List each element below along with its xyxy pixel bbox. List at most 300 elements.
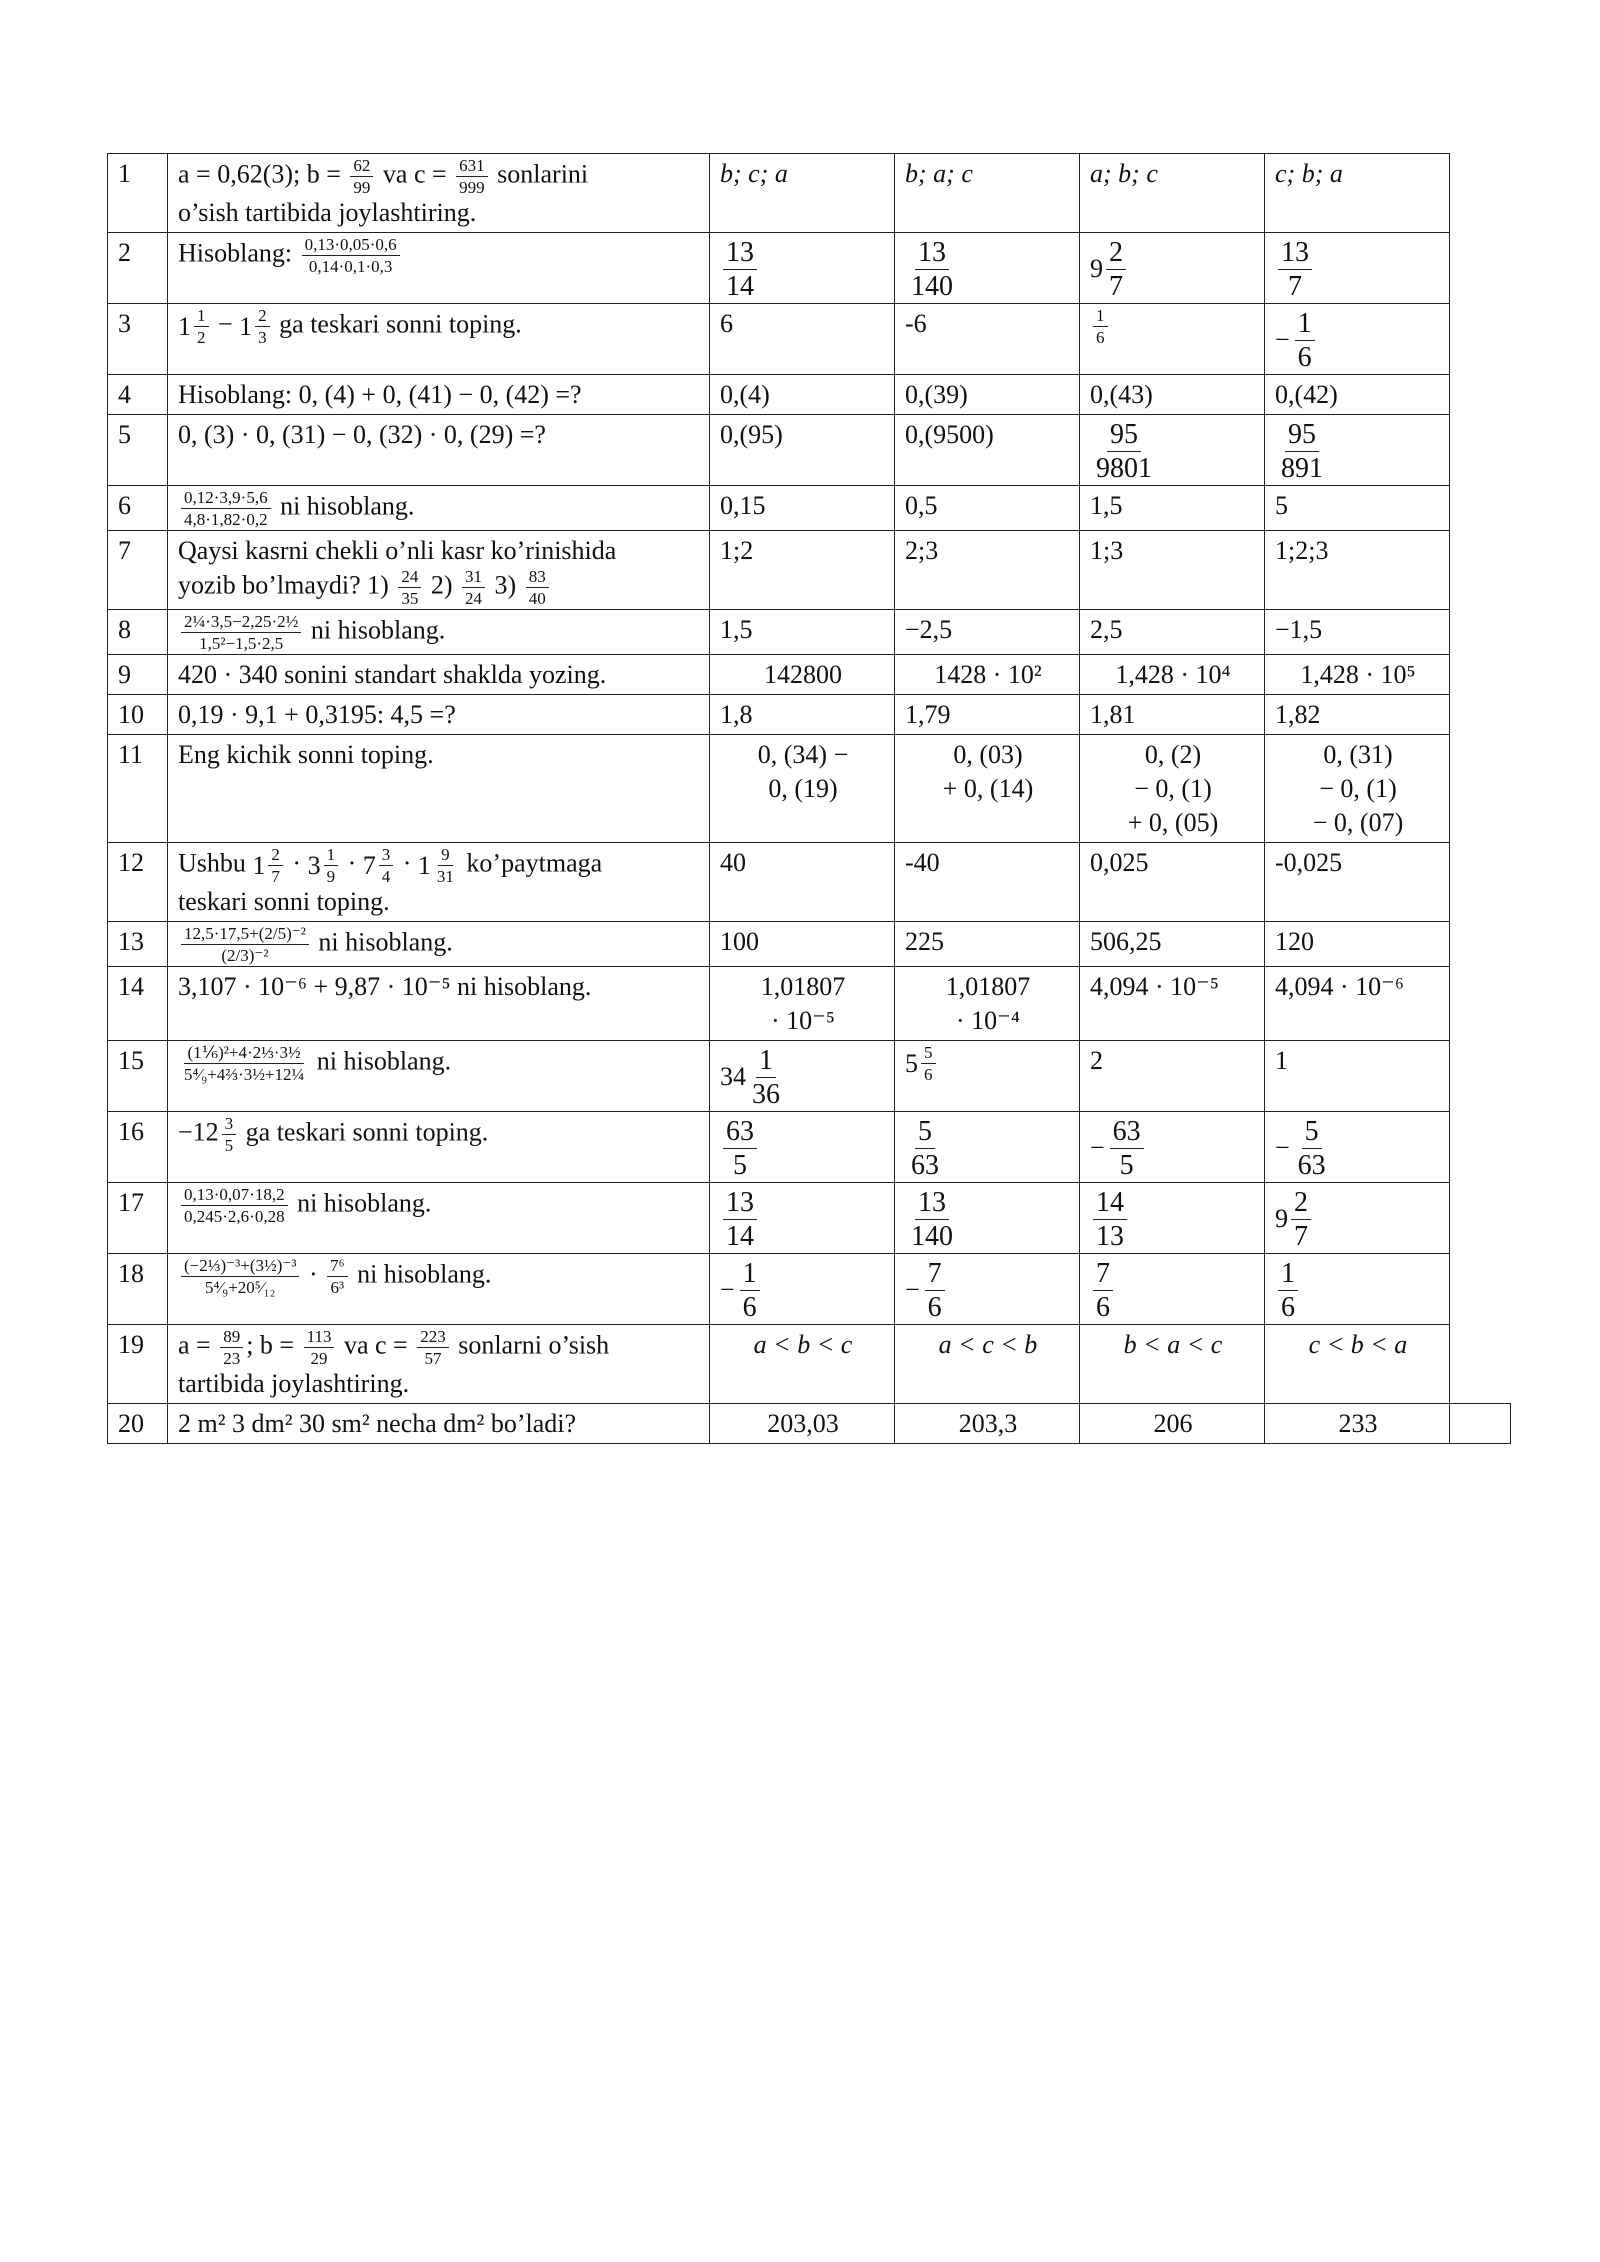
answer-option-a [710, 1112, 895, 1183]
denominator: 3 [258, 328, 267, 347]
denominator: 31 [436, 867, 454, 886]
denominator: 14 [726, 271, 754, 302]
fraction [398, 568, 421, 607]
numerator: 13 [915, 1186, 949, 1220]
denominator: 5 [1119, 1150, 1134, 1181]
answer-option-a [710, 735, 895, 843]
text: 420 · 340 sonini standart shaklda yozing. [178, 660, 607, 689]
margin-space [1450, 735, 1511, 843]
denominator: 7 [1109, 271, 1123, 302]
question-row [108, 375, 1511, 415]
answer-option-b [895, 233, 1080, 304]
question-number: 16 [108, 1112, 168, 1183]
questions-table [107, 153, 1511, 1444]
numerator: (1⅙)²+4·2⅓·3½ [184, 1044, 303, 1064]
whole-part: 1 [239, 311, 253, 341]
minus-sign: − [720, 1274, 735, 1304]
question-number: 9 [108, 655, 168, 695]
answer-option-a [710, 1183, 895, 1254]
answer-option-d: c < b < a [1265, 1325, 1450, 1404]
fraction [925, 1257, 945, 1322]
answer-option-c [1080, 415, 1265, 486]
margin-space [1450, 233, 1511, 304]
fraction [350, 157, 373, 196]
denominator: 29 [310, 1349, 328, 1368]
fraction [1093, 307, 1108, 346]
margin-space [1450, 154, 1511, 233]
question-number: 18 [108, 1254, 168, 1325]
numerator: 1 [756, 1044, 776, 1078]
mixed-number [307, 845, 342, 886]
question-line2: teskari sonni toping. [178, 887, 390, 916]
fraction [304, 1328, 335, 1367]
denominator: 5 [224, 1136, 234, 1155]
answer-option-b: 1428 · 10² [895, 655, 1080, 695]
answer-option-a [710, 233, 895, 304]
answer-option-b: −2,5 [895, 610, 1080, 655]
denominator: 6 [927, 1292, 942, 1323]
fraction [1093, 1186, 1127, 1251]
text: · [285, 848, 308, 878]
question-line2: o’sish tartibida joylashtiring. [178, 198, 477, 227]
numerator: 13 [1278, 236, 1312, 270]
fraction [324, 846, 339, 885]
margin-space [1450, 922, 1511, 967]
text: 3) [488, 570, 523, 600]
mixed-number [252, 845, 286, 886]
denominator: 23 [223, 1349, 241, 1368]
answer-option-b: -40 [895, 843, 1080, 922]
text: ni hisoblang. [310, 1046, 452, 1076]
whole-part: 1 [178, 311, 191, 341]
denominator: 0,14·0,1·0,3 [308, 257, 393, 276]
fraction [379, 846, 394, 885]
question-number: 4 [108, 375, 168, 415]
answer-option-b [895, 1254, 1080, 1325]
answer-option-d [1265, 735, 1450, 843]
question-number: 11 [108, 735, 168, 843]
denominator: 140 [911, 1221, 953, 1252]
text: yozib bo’lmaydi? 1) [178, 570, 396, 600]
minus-sign: − [1275, 324, 1290, 354]
numerator: 2 [255, 307, 270, 327]
question-number: 20 [108, 1404, 168, 1444]
margin-space [1450, 1112, 1511, 1183]
numerator: 63 [723, 1115, 757, 1149]
question-row [108, 1325, 1511, 1404]
numerator: (−2⅓)⁻³+(3½)⁻³ [181, 1257, 299, 1277]
numerator: 0,13·0,07·18,2 [181, 1186, 288, 1206]
answer-option-d [1265, 233, 1450, 304]
denominator: 4,8·1,82·0,2 [184, 510, 268, 529]
fraction [723, 236, 757, 301]
answer-option-c [1080, 304, 1265, 375]
answer-option-b: 203,3 [895, 1404, 1080, 1444]
answer-option-b [895, 1183, 1080, 1254]
question-text [168, 375, 710, 415]
question-row [108, 154, 1511, 233]
denominator: 1,5²−1,5·2,5 [199, 634, 284, 653]
fraction [255, 307, 270, 346]
text: 3,107 · 10⁻⁶ + 9,87 · 10⁻⁵ ni hisoblang. [178, 972, 592, 1001]
margin-space [1450, 655, 1511, 695]
denominator: 99 [353, 178, 371, 197]
answer-option-b: 1,79 [895, 695, 1080, 735]
margin-space [1450, 610, 1511, 655]
question-text [168, 304, 710, 375]
answer-option-a: 1;2 [710, 531, 895, 610]
fraction [723, 1115, 757, 1180]
answer-option-c: 1,81 [1080, 695, 1265, 735]
numerator: 2 [1291, 1186, 1311, 1220]
answer-option-c: 1;3 [1080, 531, 1265, 610]
denominator: 36 [752, 1079, 780, 1110]
denominator: 140 [911, 271, 953, 302]
answer-option-b [895, 735, 1080, 843]
answer-option-c: b < a < c [1080, 1325, 1265, 1404]
question-row [108, 967, 1511, 1041]
margin-space [1450, 486, 1511, 531]
question-text [168, 154, 710, 233]
question-text [168, 415, 710, 486]
denominator: 2 [197, 328, 206, 347]
question-number: 14 [108, 967, 168, 1041]
numerator: 5 [1302, 1115, 1322, 1149]
text: Eng kichik sonni toping. [178, 740, 434, 769]
numerator: 9 [438, 846, 453, 866]
fraction [1110, 1115, 1144, 1180]
fraction [723, 1186, 757, 1251]
answer-option-c [1080, 735, 1265, 843]
question-row [108, 233, 1511, 304]
question-number: 1 [108, 154, 168, 233]
question-text [168, 922, 710, 967]
text: sonlarini [490, 159, 589, 189]
question-text [168, 486, 710, 531]
answer-option-b: 0,5 [895, 486, 1080, 531]
fraction [526, 568, 549, 607]
answer-option-d: 1,428 · 10⁵ [1265, 655, 1450, 695]
question-text [168, 1325, 710, 1404]
numerator: 223 [417, 1328, 449, 1348]
question-text [168, 1041, 710, 1112]
answer-option-d [1265, 1254, 1450, 1325]
fraction [1295, 307, 1315, 372]
text: ; b = [246, 1330, 301, 1360]
answer-option-c: 4,094 · 10⁻⁵ [1080, 967, 1265, 1041]
whole-part: 1 [417, 850, 431, 880]
denominator: 9 [326, 867, 336, 886]
fraction [1093, 418, 1155, 483]
fraction [181, 925, 309, 964]
question-line1: Qaysi kasrni chekli o’nli kasr ko’rinishida [178, 536, 617, 565]
minus-sign: − [1090, 1132, 1105, 1162]
question-row [108, 1112, 1511, 1183]
numerator: 5 [921, 1044, 936, 1064]
text: ni hisoblang. [311, 927, 453, 957]
text: · [396, 848, 418, 878]
answer-option-c [1080, 1183, 1265, 1254]
denominator: (2/3)⁻² [221, 946, 269, 965]
answer-option-d: 0,(42) [1265, 375, 1450, 415]
margin-space [1450, 531, 1511, 610]
answer-option-d [1265, 1112, 1450, 1183]
whole-part: 3 [307, 850, 321, 880]
denominator: 63 [1297, 1150, 1326, 1181]
question-text [168, 735, 710, 843]
margin-space [1450, 375, 1511, 415]
numerator: 2 [1106, 236, 1126, 270]
numerator: 0,12·3,9·5,6 [181, 489, 271, 509]
denominator: 5⁴⁄₉+4⅔·3½+12¼ [184, 1065, 305, 1084]
fraction [434, 846, 457, 885]
numerator: 5 [915, 1115, 935, 1149]
question-row [108, 655, 1511, 695]
numerator: 7 [1093, 1257, 1113, 1291]
numerator: 13 [723, 1186, 757, 1220]
denominator: 9801 [1096, 453, 1152, 484]
margin-space [1450, 843, 1511, 922]
fraction [462, 568, 485, 607]
question-text [168, 610, 710, 655]
text: · [341, 848, 363, 878]
mixed-number [362, 845, 397, 886]
answer-option-a: 100 [710, 922, 895, 967]
whole-part: 9 [1090, 253, 1103, 283]
answer-option-b: b; a; c [895, 154, 1080, 233]
answer-option-a: b; c; a [710, 154, 895, 233]
mixed-number [1090, 237, 1129, 302]
fraction [908, 236, 956, 301]
question-number: 15 [108, 1041, 168, 1112]
question-number: 3 [108, 304, 168, 375]
text: 2 m² 3 dm² 30 sm² necha dm² bo’ladi? [178, 1409, 576, 1438]
question-number: 10 [108, 695, 168, 735]
numerator: 12,5·17,5+(2/5)⁻² [181, 925, 309, 945]
denominator: 891 [1281, 453, 1323, 484]
answer-option-d: c; b; a [1265, 154, 1450, 233]
answer-option-a [710, 967, 895, 1041]
text: −12 [178, 1117, 219, 1147]
mixed-number [417, 845, 460, 886]
text: 0,19 · 9,1 + 0,3195: 4,5 =? [178, 700, 456, 729]
question-row [108, 531, 1511, 610]
whole-part: 9 [1275, 1203, 1288, 1233]
fraction [1291, 1186, 1311, 1251]
numerator: 62 [350, 157, 373, 177]
answer-option-d [1265, 1183, 1450, 1254]
fraction [1278, 1257, 1298, 1322]
numerator: 1 [1093, 307, 1108, 327]
denominator: 6 [1297, 342, 1312, 373]
numerator: 1 [324, 846, 339, 866]
answer-option-a: a < b < c [710, 1325, 895, 1404]
question-text [168, 843, 710, 922]
fraction [456, 157, 488, 196]
fraction [181, 1257, 299, 1296]
denominator: 6 [742, 1292, 757, 1323]
denominator: 6 [1281, 1292, 1295, 1323]
numerator: 13 [915, 236, 949, 270]
mixed-number [239, 306, 273, 347]
text: a = 0,62(3); b = [178, 159, 348, 189]
question-number: 12 [108, 843, 168, 922]
numerator: 31 [462, 568, 485, 588]
question-number: 13 [108, 922, 168, 967]
answer-option-d: 4,094 · 10⁻⁶ [1265, 967, 1450, 1041]
text: va c = [337, 1330, 415, 1360]
answer-option-a: 1,5 [710, 610, 895, 655]
question-row [108, 1041, 1511, 1112]
answer-option-d: 1;2;3 [1265, 531, 1450, 610]
answer-option-c: 0,025 [1080, 843, 1265, 922]
whole-part: 5 [905, 1048, 918, 1078]
answer-option-b: a < c < b [895, 1325, 1080, 1404]
answer-line: · 10⁻⁵ [771, 1006, 835, 1035]
answer-option-c: a; b; c [1080, 154, 1265, 233]
answer-option-d: −1,5 [1265, 610, 1450, 655]
denominator: 57 [424, 1349, 442, 1368]
numerator: 13 [723, 236, 757, 270]
question-text [168, 1404, 710, 1444]
question-text [168, 655, 710, 695]
answer-line: − 0, (1) [1134, 774, 1212, 803]
denominator: 0,245·2,6·0,28 [184, 1207, 285, 1226]
whole-part: 7 [362, 850, 376, 880]
question-row [108, 922, 1511, 967]
margin-space [1450, 304, 1511, 375]
minus-sign: − [905, 1274, 920, 1304]
denominator: 7 [271, 867, 280, 886]
answer-option-c: 506,25 [1080, 922, 1265, 967]
answer-option-d: 120 [1265, 922, 1450, 967]
numerator: 1 [1278, 1257, 1298, 1291]
answer-line: · 10⁻⁴ [956, 1006, 1020, 1035]
answer-option-a: 1,8 [710, 695, 895, 735]
margin-space [1450, 695, 1511, 735]
margin-space [1450, 1183, 1511, 1254]
answer-option-d: 1 [1265, 1041, 1450, 1112]
fraction [220, 1328, 243, 1367]
numerator: 3 [379, 846, 394, 866]
fraction [181, 489, 271, 528]
question-number: 5 [108, 415, 168, 486]
denominator: 7 [1294, 1221, 1308, 1252]
denominator: 7 [1288, 271, 1302, 302]
denominator: 24 [465, 589, 483, 608]
question-row [108, 486, 1511, 531]
text: Hisoblang: [178, 238, 299, 268]
question-number: 19 [108, 1325, 168, 1404]
whole-part: 34 [720, 1061, 746, 1091]
question-text [168, 531, 710, 610]
answer-option-a: 6 [710, 304, 895, 375]
text: ni hisoblang. [350, 1259, 492, 1289]
answer-option-c: 2,5 [1080, 610, 1265, 655]
answer-line: 0, (2) [1144, 740, 1202, 769]
question-row [108, 1254, 1511, 1325]
answer-option-a: 142800 [710, 655, 895, 695]
fraction [181, 613, 301, 652]
answer-line: 0, (19) [768, 774, 838, 803]
numerator: 83 [526, 568, 549, 588]
fraction [268, 846, 283, 885]
question-text [168, 233, 710, 304]
fraction [921, 1044, 936, 1083]
denominator: 14 [726, 1221, 754, 1252]
fraction [740, 1257, 760, 1322]
answer-line: + 0, (14) [942, 774, 1034, 803]
margin-space [1450, 1325, 1511, 1404]
numerator: 24 [398, 568, 421, 588]
numerator: 631 [456, 157, 488, 177]
answer-option-b: -6 [895, 304, 1080, 375]
answer-option-a [710, 1041, 895, 1112]
fraction [181, 1186, 288, 1225]
test-sheet [107, 153, 1511, 1444]
answer-option-a [710, 1254, 895, 1325]
answer-option-c: 1,428 · 10⁴ [1080, 655, 1265, 695]
denominator: 63 [911, 1150, 939, 1181]
numerator: 14 [1093, 1186, 1127, 1220]
question-row [108, 415, 1511, 486]
mixed-number [178, 306, 212, 347]
answer-line: − 0, (07) [1312, 808, 1404, 837]
question-number: 7 [108, 531, 168, 610]
numerator: 7 [925, 1257, 945, 1291]
text: ni hisoblang. [304, 615, 446, 645]
numerator: 95 [1107, 418, 1141, 452]
question-row [108, 610, 1511, 655]
denominator: 6 [1096, 1292, 1110, 1323]
text: Ushbu [178, 848, 253, 878]
answer-option-b: 0,(39) [895, 375, 1080, 415]
answer-option-d: 233 [1265, 1404, 1450, 1444]
text: Hisoblang: 0, (4) + 0, (41) − 0, (42) =? [178, 380, 582, 409]
text: ko’paytmaga [459, 848, 603, 878]
text: a = [178, 1330, 218, 1360]
answer-option-c [1080, 1254, 1265, 1325]
mixed-number [905, 1043, 939, 1084]
answer-line: 0, (03) [953, 740, 1023, 769]
margin-space [1450, 1041, 1511, 1112]
fraction [222, 1115, 237, 1154]
numerator: 1 [1295, 307, 1315, 341]
whole-part: 1 [252, 850, 266, 880]
text: ga teskari sonni toping. [239, 1117, 489, 1147]
text: − [211, 309, 240, 339]
answer-option-b: 2;3 [895, 531, 1080, 610]
question-number: 17 [108, 1183, 168, 1254]
denominator: 999 [459, 178, 485, 197]
answer-option-a: 0,(95) [710, 415, 895, 486]
text: sonlarni o’sish [451, 1330, 610, 1360]
answer-option-b: 0,(9500) [895, 415, 1080, 486]
answer-option-c: 1,5 [1080, 486, 1265, 531]
question-row [108, 1183, 1511, 1254]
answer-option-b [895, 1041, 1080, 1112]
question-row [108, 843, 1511, 922]
answer-option-d [1265, 304, 1450, 375]
numerator: 7⁶ [327, 1257, 347, 1277]
minus-sign: − [1275, 1132, 1290, 1162]
fraction [749, 1044, 783, 1109]
fraction [302, 236, 400, 275]
answer-option-a: 40 [710, 843, 895, 922]
text: ga teskari sonni toping. [272, 309, 522, 339]
answer-line: − 0, (1) [1319, 774, 1397, 803]
margin-space [1450, 967, 1511, 1041]
